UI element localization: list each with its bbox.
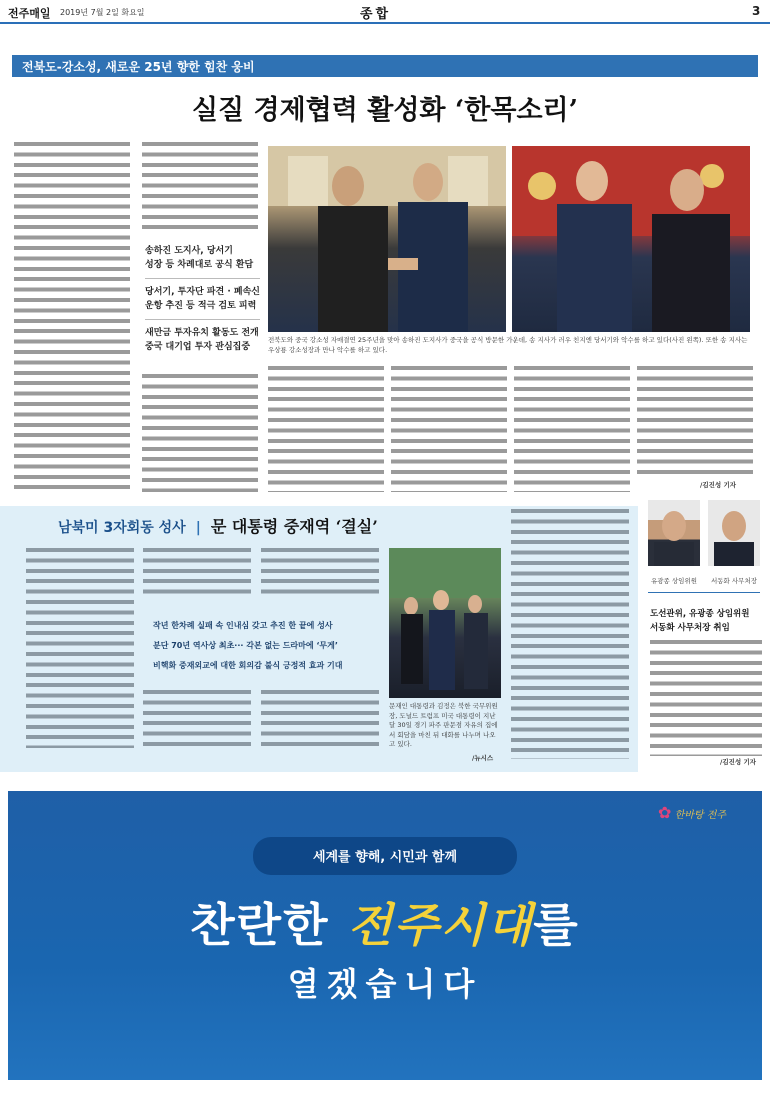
article1-body-col2 <box>142 142 258 234</box>
brief-title-line1: 도선관위, 유광종 상임위원 <box>650 609 750 619</box>
article1-subhead: 송하진 도지사, 당서기 <box>145 246 233 256</box>
article1-kicker: 전북도-강소성, 새로운 25년 향한 힘찬 웅비 <box>22 60 255 74</box>
article2-byline: /뉴시스 <box>472 754 494 762</box>
article1-byline: /김진성 기자 <box>700 481 737 489</box>
article2-body-col1 <box>26 548 134 748</box>
article1-subhead: 새만금 투자유치 활동도 전개 <box>145 328 259 338</box>
brief-body <box>650 640 762 756</box>
article2-pull-quotes <box>153 616 379 676</box>
brief-title-line2: 서동화 사무처장 취임 <box>650 623 730 633</box>
masthead: 전주매일 <box>8 7 51 20</box>
pull-quote: 분단 70년 역사상 최초··· 각본 없는 드라마에 ‘무게’ <box>153 641 338 650</box>
ad-headline-line1 <box>8 889 762 955</box>
article1-kicker-bar <box>12 55 758 77</box>
person-photo-2 <box>708 500 760 566</box>
article1-photo-right <box>512 146 750 332</box>
header-rule <box>0 22 770 24</box>
article1-subhead-block <box>145 244 260 354</box>
article1-subhead: 운항 추진 등 적극 검토 피력 <box>145 301 257 311</box>
ad-text: 찬란한 <box>190 898 348 952</box>
ad-logo-text: 한바탕 전주 <box>674 810 727 821</box>
article1-photo-caption: 전북도와 중국 강소성 자매결연 25주년을 맞아 송하진 도지사가 중국을 공식 방문한 가운데, 송 지사가 러우 친지엔 당서기와 악수를 하고 있다(사진 왼쪽). 또한 송 지사는 우상룡 강소성장과 만나 악수를 하고 있다. <box>268 336 748 354</box>
section-title: 종합 <box>360 7 392 22</box>
article1-body-col1 <box>14 142 130 492</box>
article1-body-col3 <box>268 366 384 492</box>
article1-photo-left <box>268 146 506 332</box>
article1-body-col6 <box>637 366 753 478</box>
ad-slogan: 세계를 향해, 시민과 함께 <box>312 850 458 865</box>
divider <box>145 319 260 320</box>
ad-logo <box>658 803 726 822</box>
page-header <box>0 0 770 24</box>
handshake-photo <box>512 146 750 332</box>
article1-body-col2b <box>142 374 258 492</box>
article1-subhead: 중국 대기업 투자 관심집중 <box>145 342 251 352</box>
article1-subhead: 성장 등 차례대로 공식 환담 <box>145 260 254 270</box>
divider <box>648 592 760 593</box>
article2-headline-row <box>58 514 378 537</box>
person-label-1: 유광종 상임위원 <box>650 577 698 585</box>
article2-body-col4 <box>511 509 629 759</box>
divider <box>145 278 260 279</box>
article1-headline: 실질 경제협력 활성화 ‘한목소리’ <box>191 95 579 126</box>
portrait-icon <box>648 500 700 566</box>
article2-body-col3 <box>261 548 379 600</box>
article1-subhead: 당서기, 투자단 파견 · 폐속신 <box>145 287 261 297</box>
brief-title <box>650 607 749 635</box>
article2-kicker: 남북미 3자회동 성사 <box>58 520 186 536</box>
pull-quote: 비핵화 중재외교에 대한 회의감 불식 긍정적 효과 기대 <box>153 661 343 670</box>
brief-byline: /김진성 기자 <box>720 758 757 766</box>
person-photo-1 <box>648 500 700 566</box>
ad-headline-line2: 열겠습니다 <box>287 965 483 1003</box>
article1-body-col4 <box>391 366 507 492</box>
advertisement <box>8 791 762 1080</box>
headline-separator: | <box>195 520 201 536</box>
dateline: 2019년 7월 2일 화요일 <box>60 8 145 17</box>
article2-body-col3b <box>261 690 379 750</box>
pull-quote: 작년 한차례 실패 속 인내심 갖고 추진 한 끝에 성사 <box>153 621 333 630</box>
portrait-icon <box>708 500 760 566</box>
ad-text: 를 <box>533 898 580 952</box>
leaders-walking-photo <box>389 548 501 698</box>
flower-icon: ✿ <box>658 803 672 822</box>
handshake-photo <box>268 146 506 332</box>
article2-photo-caption: 문재인 대통령과 김정은 북한 국무위원장, 도널드 트럼프 미국 대통령이 지난달 30일 경기 파주 판문점 자유의 집에서 회담을 마친 뒤 대화를 나누며 나오고 있다. <box>389 702 498 748</box>
page-number: 3 <box>752 4 761 18</box>
article1-body-col5 <box>514 366 630 492</box>
person-label-2: 서동화 사무처장 <box>710 577 758 585</box>
article2-body-col2 <box>143 548 251 600</box>
article2-headline: 문 대통령 중재역 ‘결실’ <box>210 517 378 536</box>
article2-photo <box>389 548 501 698</box>
ad-highlight: 전주시대 <box>347 898 534 952</box>
article2-body-col2b <box>143 690 251 750</box>
